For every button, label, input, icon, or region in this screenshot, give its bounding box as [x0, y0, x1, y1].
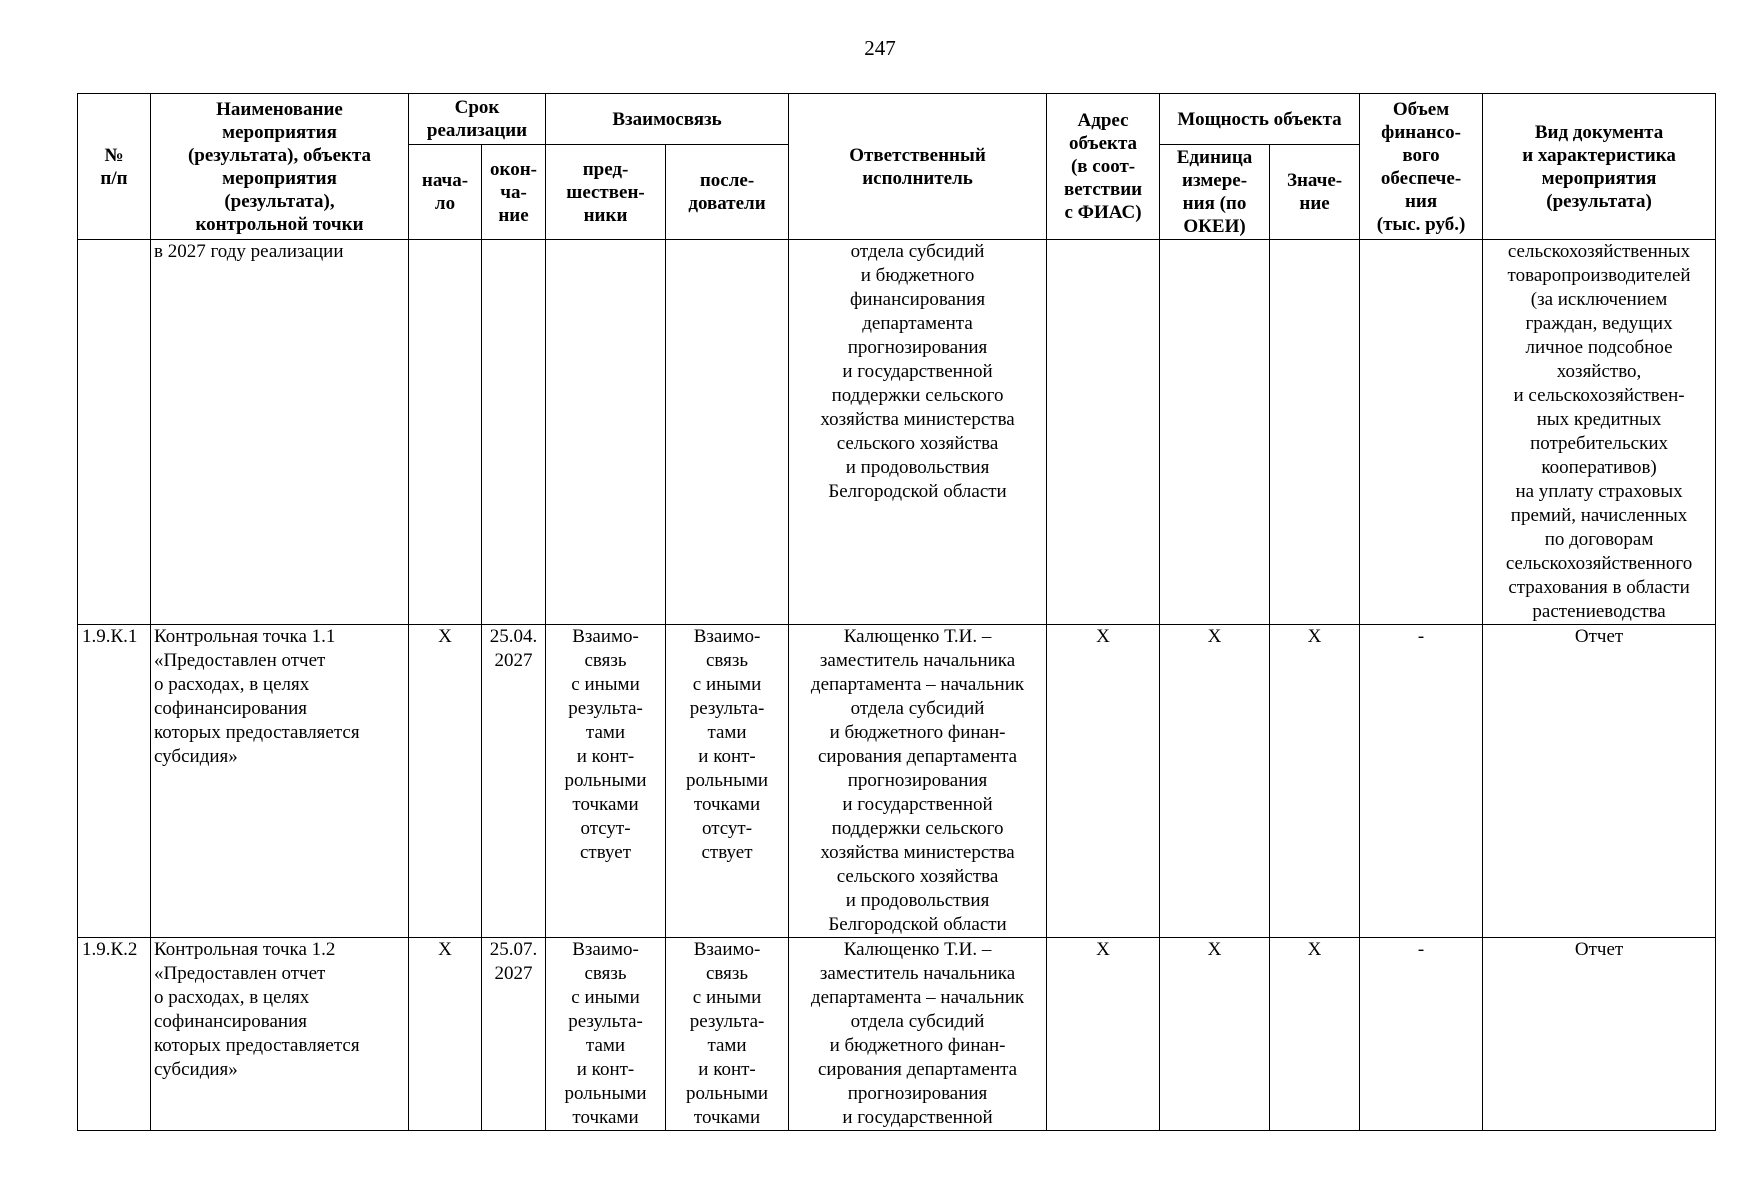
- cell-start: X: [409, 625, 482, 938]
- page-number: 247: [864, 36, 896, 60]
- cell-successors: Взаимо- связь с иными результа- тами и конт- рольными точками отсут- ствует: [666, 625, 789, 938]
- cell-end: [482, 240, 546, 625]
- cell-unit: [1160, 240, 1270, 625]
- header-term-end: окон- ча- ние: [482, 145, 546, 240]
- cell-start: X: [409, 938, 482, 1131]
- cell-finance: -: [1360, 938, 1483, 1131]
- cell-end: 25.07. 2027: [482, 938, 546, 1131]
- cell-doc: Отчет: [1483, 938, 1716, 1131]
- cell-finance: -: [1360, 625, 1483, 938]
- cell-address: X: [1047, 625, 1160, 938]
- cell-responsible: Калющенко Т.И. – заместитель начальника департамента – начальник отдела субсидий и бюджетного финан- сирования департамента прогнозирования и государственной: [789, 938, 1047, 1131]
- cell-predecessors: [546, 240, 666, 625]
- cell-name: Контрольная точка 1.1 «Предоставлен отчет о расходах, в целях софинансирования которых предоставляется субсидия»: [151, 625, 409, 938]
- cell-value: X: [1270, 625, 1360, 938]
- cell-responsible: Калющенко Т.И. – заместитель начальника департамента – начальник отдела субсидий и бюджетного финан- сирования департамента прогнозирования и государственной поддержки сельского хозяйства министерства сельского хозяйства и продовольствия Белгородской области: [789, 625, 1047, 938]
- header-address: Адрес объекта (в соот- ветствии с ФИАС): [1047, 94, 1160, 240]
- cell-address: [1047, 240, 1160, 625]
- header-doc: Вид документа и характеристика мероприятия (результата): [1483, 94, 1716, 240]
- cell-predecessors: Взаимо- связь с иными результа- тами и конт- рольными точками отсут- ствует: [546, 625, 666, 938]
- table-row: [78, 938, 1716, 1131]
- cell-num: 1.9.К.1: [78, 625, 151, 938]
- header-unit: Единица измере- ния (по ОКЕИ): [1160, 145, 1270, 240]
- cell-finance: [1360, 240, 1483, 625]
- cell-name: Контрольная точка 1.2 «Предоставлен отчет о расходах, в целях софинансирования которых предоставляется субсидия»: [151, 938, 409, 1131]
- cell-value: [1270, 240, 1360, 625]
- header-predecessors: пред- шествен- ники: [546, 145, 666, 240]
- table-header-row: [78, 94, 1716, 145]
- cell-doc: Отчет: [1483, 625, 1716, 938]
- cell-unit: X: [1160, 938, 1270, 1131]
- header-successors: после- дователи: [666, 145, 789, 240]
- header-num: № п/п: [78, 94, 151, 240]
- cell-num: 1.9.К.2: [78, 938, 151, 1131]
- header-term: Срок реализации: [409, 94, 546, 145]
- cell-value: X: [1270, 938, 1360, 1131]
- header-capacity: Мощность объекта: [1160, 94, 1360, 145]
- cell-successors: Взаимо- связь с иными результа- тами и конт- рольными точками: [666, 938, 789, 1131]
- header-relation: Взаимосвязь: [546, 94, 789, 145]
- cell-unit: X: [1160, 625, 1270, 938]
- cell-name: в 2027 году реализации: [151, 240, 409, 625]
- events-table: [77, 93, 1716, 1131]
- table-row: [78, 625, 1716, 938]
- cell-successors: [666, 240, 789, 625]
- header-name: Наименование мероприятия (результата), объекта мероприятия (результата), контрольной точки: [151, 94, 409, 240]
- header-value: Значе- ние: [1270, 145, 1360, 240]
- cell-responsible: отдела субсидий и бюджетного финансирования департамента прогнозирования и государственной поддержки сельского хозяйства министерства сельского хозяйства и продовольствия Белгородской области: [789, 240, 1047, 625]
- cell-predecessors: Взаимо- связь с иными результа- тами и конт- рольными точками: [546, 938, 666, 1131]
- cell-num: [78, 240, 151, 625]
- cell-address: X: [1047, 938, 1160, 1131]
- header-responsible: Ответственный исполнитель: [789, 94, 1047, 240]
- table-row: [78, 240, 1716, 625]
- header-finance: Объем финансо- вого обеспече- ния (тыс. руб.): [1360, 94, 1483, 240]
- cell-start: [409, 240, 482, 625]
- header-term-start: нача- ло: [409, 145, 482, 240]
- cell-end: 25.04. 2027: [482, 625, 546, 938]
- cell-doc: сельскохозяйственных товаропроизводителей (за исключением граждан, ведущих личное подсобное хозяйство, и сельскохозяйствен- ных кредитных потребительских кооперативов) на уплату страховых премий, начисленных по договорам сельскохозяйственного страхования в области растениеводства: [1483, 240, 1716, 625]
